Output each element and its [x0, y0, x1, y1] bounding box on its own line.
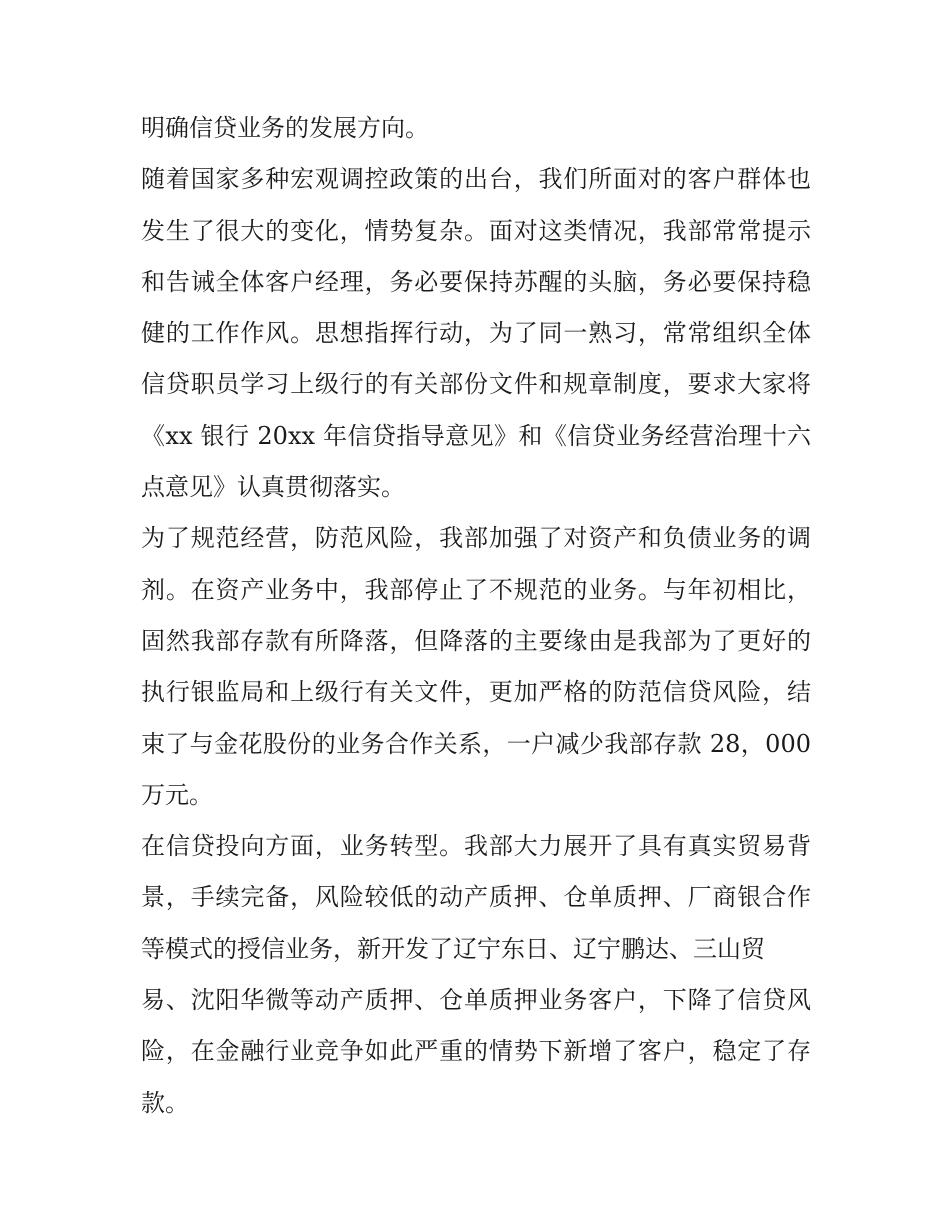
text-line: 执行银监局和上级行有关文件，更加严格的防范信贷风险，结: [141, 678, 811, 707]
text-line: 款。: [141, 1088, 189, 1117]
text-line: 和告诫全体客户经理，务必要保持苏醒的头脑，务必要保持稳: [141, 267, 811, 296]
text-line: 险，在金融行业竞争如此严重的情势下新增了客户，稳定了存: [141, 1037, 811, 1066]
text-line: 明确信贷业务的发展方向。: [141, 114, 429, 142]
document-body: [141, 103, 811, 1129]
text-line: 易、沈阳华微等动产质押、仓单质押业务客户，下降了信贷风: [141, 986, 811, 1015]
text-line: 等模式的授信业务，新开发了辽宁东日、辽宁鹏达、三山贸: [141, 934, 765, 963]
text-line: 固然我部存款有所降落，但降落的主要缘由是我部为了更好的: [141, 626, 811, 655]
text-line: 随着国家多种宏观调控政策的出台，我们所面对的客户群体也: [141, 165, 811, 194]
text-line: 在信贷投向方面，业务转型。我部大力展开了具有真实贸易背: [141, 832, 811, 861]
text-line: 剂。在资产业务中，我部停止了不规范的业务。与年初相比，: [141, 575, 811, 604]
text-line: 信贷职员学习上级行的有关部份文件和规章制度，要求大家将: [141, 370, 811, 399]
text-line: 万元。: [141, 780, 213, 809]
text-line: 束了与金花股份的业务合作关系，一户减少我部存款 28，000: [141, 729, 811, 758]
text-line: 景，手续完备，风险较低的动产质押、仓单质押、厂商银合作: [141, 883, 811, 912]
text-line: 《xx 银行 20xx 年信贷指导意见》和《信贷业务经营治理十六: [141, 421, 811, 450]
text-line: 健的工作作风。思想指挥行动，为了同一熟习，常常组织全体: [141, 319, 811, 348]
text-line: 为了规范经营，防范风险，我部加强了对资产和负债业务的调: [141, 524, 811, 553]
text-line: 发生了很大的变化，情势复杂。面对这类情况，我部常常提示: [141, 216, 811, 245]
text-line: 点意见》认真贯彻落实。: [141, 473, 405, 502]
